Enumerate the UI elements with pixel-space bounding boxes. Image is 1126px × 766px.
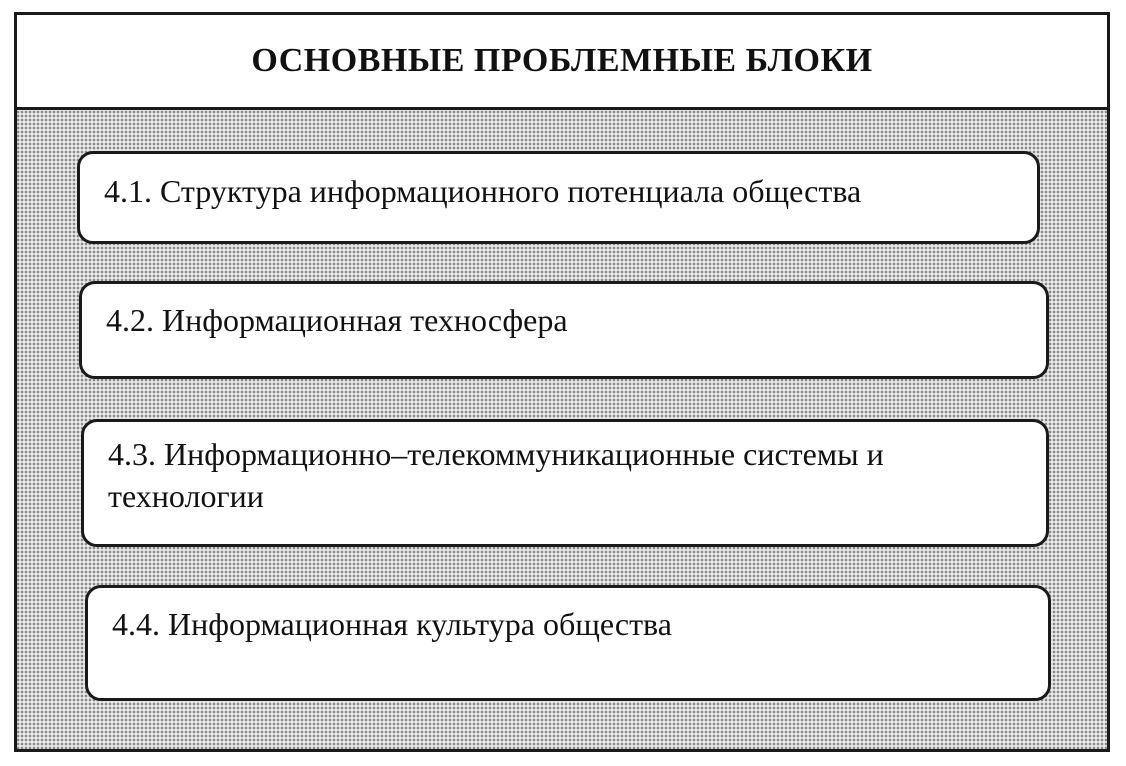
block-4-3: [81, 419, 1049, 547]
block-4-2-label: 4.2. Информационная техносфера: [106, 302, 568, 339]
block-4-4: [85, 585, 1051, 701]
problem-blocks-diagram: [14, 12, 1110, 752]
diagram-header: [17, 15, 1107, 110]
block-4-1-label: 4.1. Структура информационного потенциала общества: [104, 172, 862, 209]
diagram-title: ОСНОВНЫЕ ПРОБЛЕМНЫЕ БЛОКИ: [251, 42, 873, 79]
block-4-2: [79, 281, 1049, 379]
block-4-1: [77, 151, 1040, 244]
block-4-3-label: 4.3. Информационно–телекоммуникационные системы и технологии: [108, 436, 884, 514]
block-4-4-label: 4.4. Информационная культура общества: [112, 606, 672, 643]
